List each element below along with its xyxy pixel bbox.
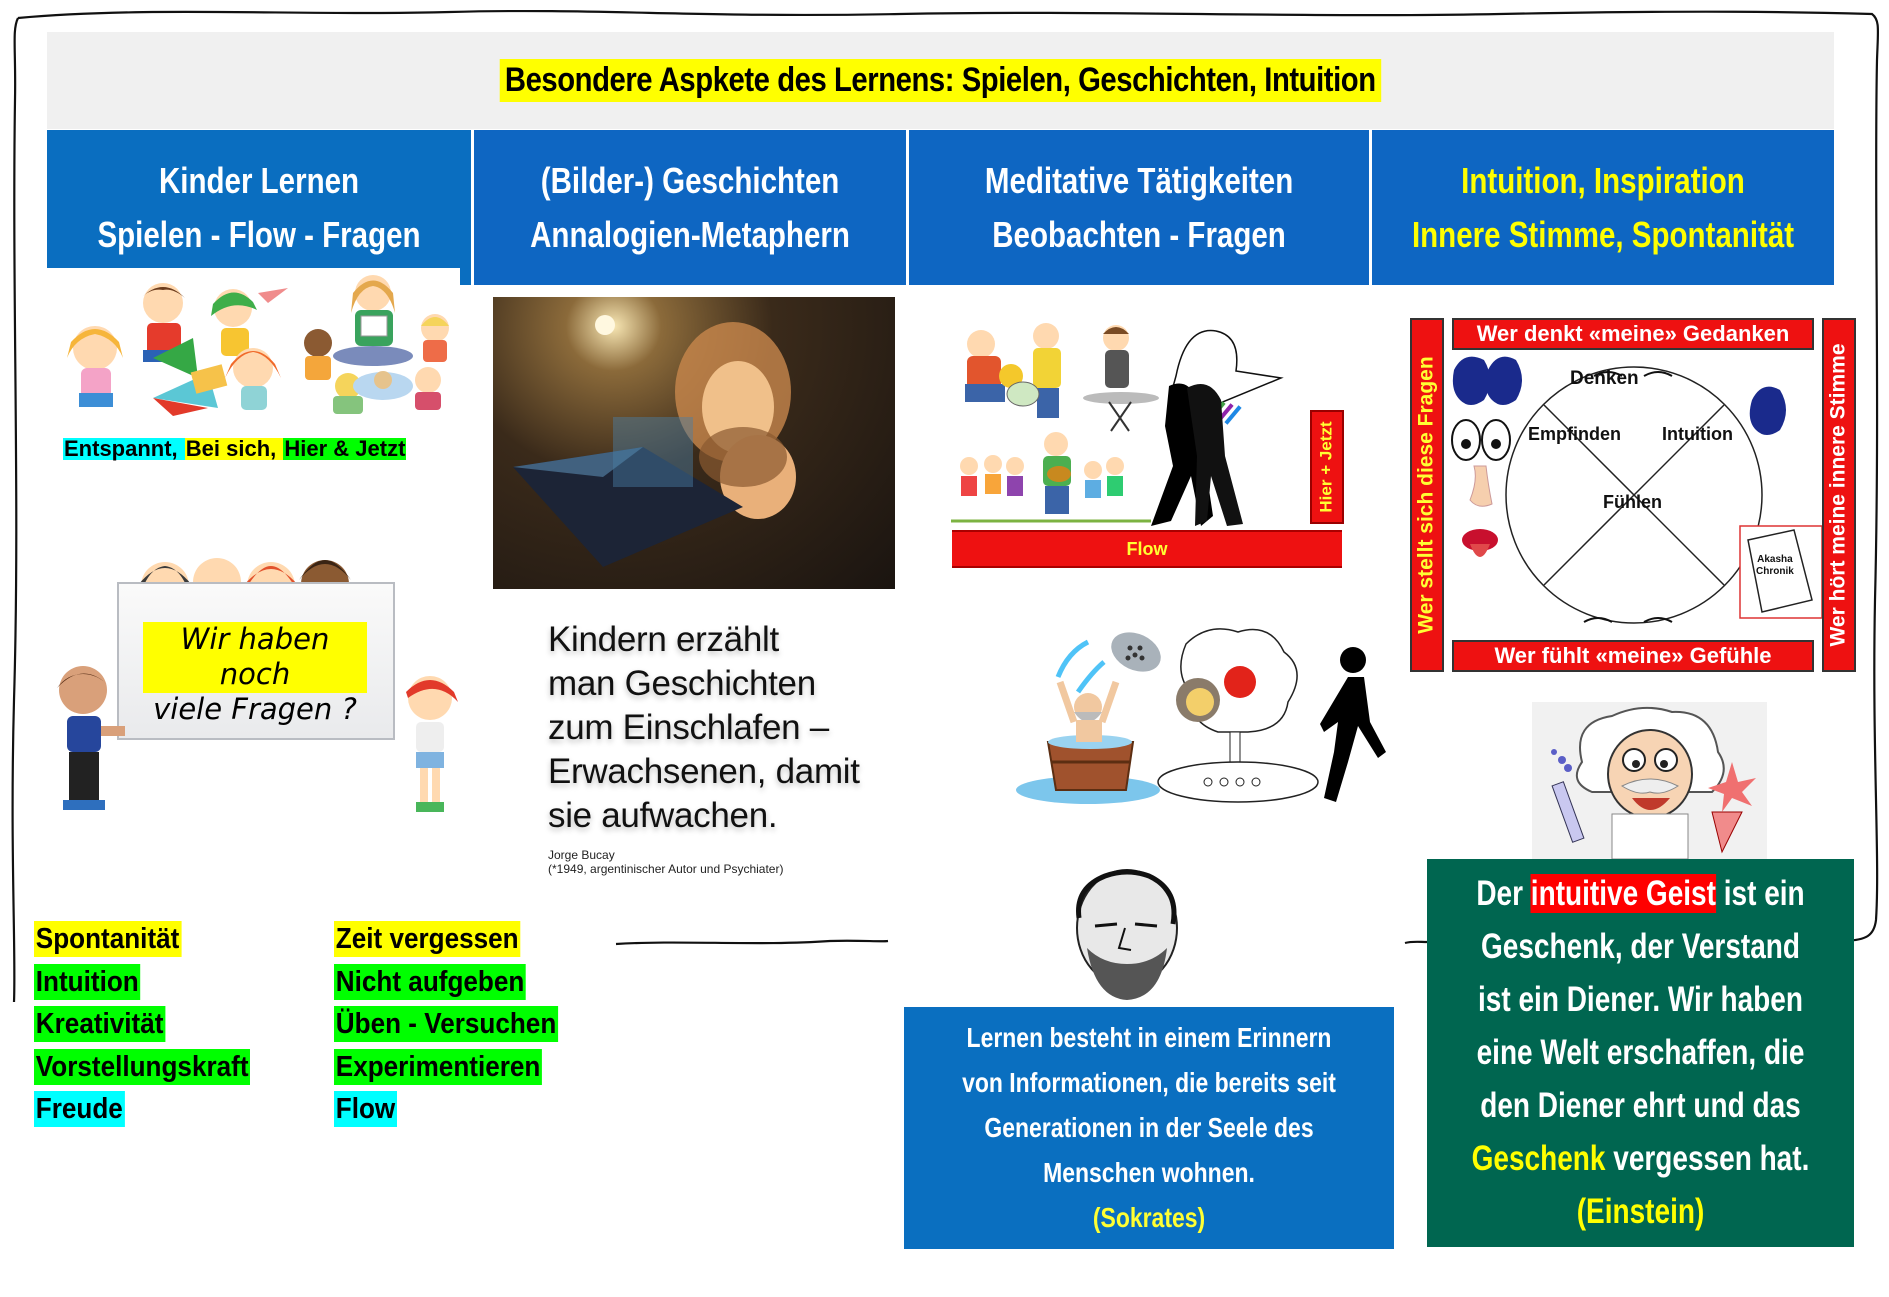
- intuition-diagram: [1410, 316, 1856, 678]
- einstein-quote-line-2: Geschenk, der Verstand: [1480, 927, 1801, 966]
- keyword-item: [34, 1003, 274, 1046]
- meditative-activities-image: [951, 316, 1346, 568]
- right-question-bar: [1822, 318, 1856, 672]
- left-question-label: Wer stellt sich diese Fragen: [1415, 356, 1439, 634]
- keyword-experimentieren: Experimentieren: [335, 1050, 541, 1083]
- socrates-quote-line: von Informationen, die bereits seit: [962, 1067, 1336, 1098]
- einstein-quote-line-3: ist ein Diener. Wir haben: [1478, 980, 1803, 1019]
- highlight-intuitive-geist: intuitive Geist: [1530, 874, 1716, 913]
- book-label-line-2: Chronik: [1756, 566, 1794, 577]
- quote-line: Kindern erzählt: [548, 620, 779, 659]
- keyword-item: [334, 918, 583, 961]
- quadrant-fuehlen: Fühlen: [1603, 492, 1662, 512]
- einstein-author: (Einstein): [1576, 1192, 1705, 1231]
- keyword-nicht-aufgeben: Nicht aufgeben: [335, 965, 525, 998]
- keyword-flow: Flow: [335, 1093, 396, 1125]
- caption-bei-sich: Bei sich,: [185, 436, 283, 461]
- children-illustration-icon: [43, 268, 460, 418]
- keyword-item: [34, 918, 274, 961]
- einstein-quote-line-5: den Diener ehrt und das: [1480, 1086, 1801, 1125]
- einstein-quote-line-1: [1470, 867, 1812, 920]
- keyword-freude: Freude: [35, 1093, 123, 1125]
- author-name: Jorge Bucay: [548, 848, 615, 862]
- einstein-cartoon-image: [1532, 702, 1767, 859]
- header-meditative: [909, 130, 1369, 285]
- bucay-quote: [548, 618, 888, 838]
- einstein-quote-line-4: eine Welt erschaffen, die: [1476, 1033, 1805, 1072]
- keyword-kreativitaet: Kreativität: [35, 1008, 164, 1040]
- text-segment: ist ein: [1715, 874, 1805, 913]
- header-line-1: Intuition, Inspiration: [1461, 159, 1745, 201]
- socrates-author: (Sokrates): [1092, 1202, 1206, 1233]
- text-segment: Der: [1476, 874, 1531, 913]
- keyword-item: [334, 961, 583, 1004]
- einstein-scientist-icon: [1532, 702, 1767, 859]
- left-question-bar: [1410, 318, 1444, 672]
- einstein-quote-box: [1427, 859, 1854, 1247]
- flow-label: Flow: [1126, 538, 1168, 559]
- mother-child-reading-icon: [493, 297, 895, 589]
- header-kinder-lernen: [47, 130, 471, 285]
- header-line-2: Beobachten - Fragen: [992, 213, 1286, 255]
- header-row: [47, 130, 1834, 285]
- flow-banner: [952, 530, 1342, 568]
- socrates-quote-line: Menschen wohnen.: [1043, 1157, 1255, 1188]
- akasha-chronik-book: [1756, 554, 1794, 578]
- highlight-geschenk: Geschenk: [1471, 1139, 1606, 1178]
- caption-entspannt: Entspannt,: [64, 436, 184, 461]
- socrates-quote-line: Generationen in der Seele des: [984, 1112, 1314, 1143]
- quote-line: sie aufwachen.: [548, 796, 778, 835]
- top-question-label: Wer denkt «meine» Gedanken: [1476, 321, 1790, 346]
- keyword-vorstellungskraft: Vorstellungskraft: [35, 1050, 249, 1083]
- einstein-quote-line-6: [1470, 1132, 1812, 1185]
- quote-line: Erwachsenen, damit: [548, 752, 860, 791]
- author-note: (*1949, argentinischer Autor und Psychiater): [548, 862, 784, 876]
- kids-caption: [63, 438, 406, 460]
- bucay-attribution: [548, 848, 888, 876]
- keyword-item: [34, 1046, 274, 1089]
- bedtime-story-photo: [493, 297, 895, 589]
- keyword-intuition: Intuition: [35, 965, 139, 998]
- page-title: Besondere Aspkete des Lernens: Spielen, Geschichten, Intuition: [500, 59, 1381, 102]
- header-line-2: Innere Stimme, Spontanität: [1411, 213, 1795, 255]
- quadrant-empfinden: Empfinden: [1528, 424, 1621, 444]
- header-line-2: Annalogien-Metaphern: [530, 213, 850, 255]
- girl-pointing-image: [396, 668, 460, 818]
- bottom-question-bar: [1452, 640, 1814, 672]
- sign-text: [143, 622, 367, 726]
- sign-text-line-1: Wir haben noch: [180, 622, 330, 691]
- keywords-right-list: [334, 918, 583, 1131]
- top-question-bar: [1452, 318, 1814, 350]
- sign-text-line-2: viele Fragen ?: [153, 692, 357, 726]
- quadrant-denken: Denken: [1570, 368, 1639, 389]
- bottom-question-label: Wer fühlt «meine» Gefühle: [1494, 643, 1772, 668]
- caption-hier-jetzt: Hier & Jetzt: [284, 436, 406, 461]
- keyword-item: [34, 961, 274, 1004]
- header-line-1: Meditative Tätigkeiten: [984, 159, 1294, 201]
- boy-pointing-image: [47, 660, 127, 820]
- keyword-item: [334, 1046, 583, 1089]
- right-question-label: Wer hört meine innere Stimme: [1827, 343, 1850, 647]
- archimedes-newton-walker-icon: [1008, 622, 1388, 812]
- hier-jetzt-badge: [1310, 410, 1344, 524]
- hier-jetzt-label: Hier + Jetzt: [1317, 421, 1336, 513]
- keyword-ueben-versuchen: Üben - Versuchen: [335, 1008, 557, 1040]
- header-line-1: Kinder Lernen: [158, 159, 360, 201]
- title-bar: [47, 32, 1834, 129]
- keyword-item: [334, 1088, 583, 1131]
- keyword-item: [334, 1003, 583, 1046]
- kids-playing-image: [43, 268, 460, 418]
- socrates-quote-line: Lernen besteht in einem Erinnern: [966, 1022, 1332, 1053]
- book-label-line-1: Akasha: [1757, 554, 1793, 565]
- keyword-zeit-vergessen: Zeit vergessen: [335, 923, 519, 955]
- quadrant-intuition: Intuition: [1662, 424, 1733, 444]
- keyword-spontanitaet: Spontanität: [35, 923, 180, 955]
- header-geschichten: [474, 130, 906, 285]
- socrates-head-icon: [1065, 868, 1188, 1000]
- header-line-1: (Bilder-) Geschichten: [540, 159, 840, 201]
- socrates-quote-box: [904, 1007, 1394, 1249]
- keyword-item: [34, 1088, 274, 1131]
- eureka-moments-image: [1008, 622, 1388, 812]
- quote-line: man Geschichten: [548, 664, 816, 703]
- girl-icon: [396, 668, 460, 818]
- header-intuition: [1372, 130, 1834, 285]
- header-line-2: Spielen - Flow - Fragen: [97, 213, 421, 255]
- keywords-left-list: [34, 918, 274, 1131]
- boy-icon: [47, 660, 127, 820]
- text-segment: vergessen hat.: [1605, 1139, 1810, 1178]
- socrates-bust-image: [1065, 868, 1188, 1000]
- quote-line: zum Einschlafen –: [548, 708, 829, 747]
